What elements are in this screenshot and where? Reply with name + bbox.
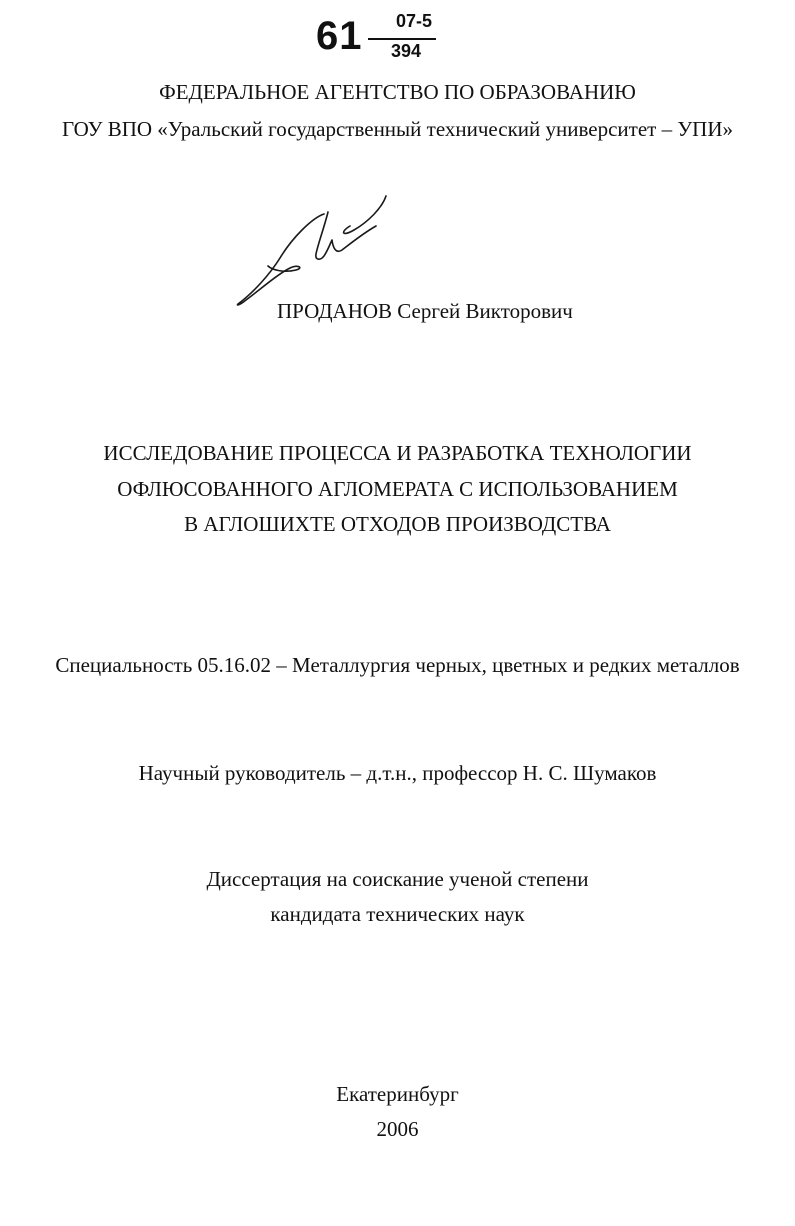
- scientific-supervisor: Научный руководитель – д.т.н., профессор Н. С. Шумаков: [138, 761, 657, 785]
- city: Екатеринбург: [336, 1082, 459, 1106]
- archive-code-main: 61: [316, 14, 363, 58]
- degree-line: кандидата технических наук: [270, 902, 525, 926]
- author-name: ПРОДАНОВ Сергей Викторович: [277, 299, 573, 323]
- title-line: ОФЛЮСОВАННОГО АГЛОМЕРАТА С ИСПОЛЬЗОВАНИЕМ: [117, 477, 678, 501]
- archive-code-denominator: 394: [390, 41, 422, 61]
- degree-line: Диссертация на соискание ученой степени: [206, 867, 589, 891]
- year: 2006: [376, 1117, 419, 1141]
- handwritten-signature: [232, 188, 398, 310]
- title-line: В АГЛОШИХТЕ ОТХОДОВ ПРОИЗВОДСТВА: [184, 512, 611, 536]
- archive-code-fraction-line: [368, 38, 436, 40]
- agency-name: ФЕДЕРАЛЬНОЕ АГЕНТСТВО ПО ОБРАЗОВАНИЮ: [159, 80, 636, 104]
- title-line: ИССЛЕДОВАНИЕ ПРОЦЕССА И РАЗРАБОТКА ТЕХНОЛОГИИ: [103, 441, 692, 465]
- archive-code-numerator: 07-5: [395, 11, 433, 31]
- university-name: ГОУ ВПО «Уральский государственный технический университет – УПИ»: [61, 117, 734, 141]
- specialty: Специальность 05.16.02 – Металлургия черных, цветных и редких металлов: [55, 653, 740, 677]
